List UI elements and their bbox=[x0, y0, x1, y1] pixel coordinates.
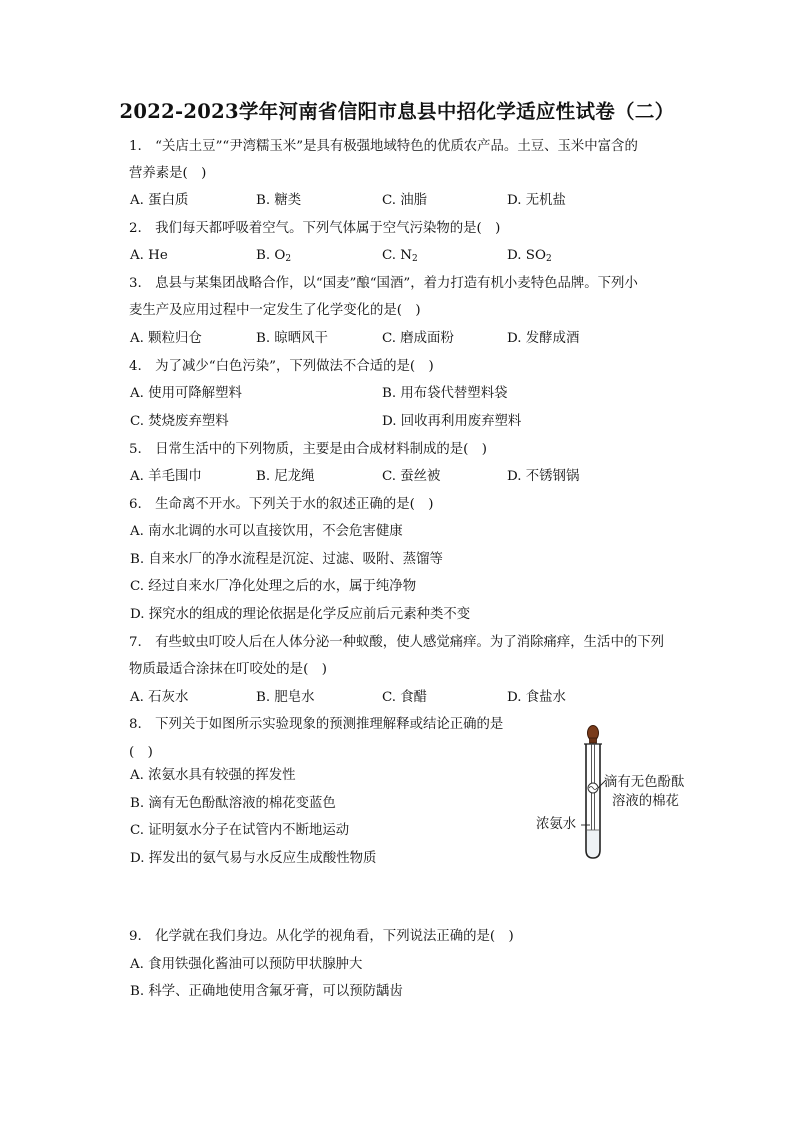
question-4-option-d: D. 回收再利用废弃塑料 bbox=[382, 414, 522, 429]
question-3-option-c: C. 磨成面粉 bbox=[382, 331, 454, 346]
question-2-option-b: B. $O_2$ bbox=[256, 248, 292, 264]
question-3-stem-line-2: 麦生产及应用过程中一定发生了化学变化的是( ) bbox=[129, 303, 421, 318]
question-7-option-d: D. 食盐水 bbox=[507, 690, 566, 705]
question-7-option-a: A. 石灰水 bbox=[130, 690, 189, 705]
question-5-option-c: C. 蚕丝被 bbox=[382, 469, 441, 484]
question-9-option-a: A. 食用铁强化酱油可以预防甲状腺肿大 bbox=[130, 957, 363, 972]
question-5-option-a: A. 羊毛围巾 bbox=[130, 469, 202, 484]
question-5-stem: 5. 日常生活中的下列物质，主要是由合成材料制成的是( ) bbox=[129, 442, 487, 457]
question-2-option-d: D. $SO_2$ bbox=[507, 248, 552, 264]
question-8-option-c: C. 证明氨水分子在试管内不断地运动 bbox=[130, 823, 350, 838]
question-5-option-b: B. 尼龙绳 bbox=[256, 469, 315, 484]
question-2-option-c: C. $N_2$ bbox=[382, 248, 418, 264]
question-6-option-a: A. 南水北调的水可以直接饮用，不会危害健康 bbox=[130, 524, 403, 539]
test-tube-diagram bbox=[530, 722, 700, 862]
question-6-option-d: D. 探究水的组成的理论依据是化学反应前后元素种类不变 bbox=[130, 607, 471, 622]
question-7-stem-line-2: 物质最适合涂抹在叮咬处的是( ) bbox=[129, 662, 327, 677]
question-1-option-c: C. 油脂 bbox=[382, 193, 428, 208]
question-1-stem-line-1: 1. “关店土豆”“尹湾糯玉米”是具有极强地域特色的优质农产品。土豆、玉米中富含的 bbox=[129, 139, 638, 154]
question-8-option-b: B. 滴有无色酚酞溶液的棉花变蓝色 bbox=[130, 796, 336, 811]
question-3-option-d: D. 发酵成酒 bbox=[507, 331, 580, 346]
bulb-collar bbox=[590, 738, 597, 743]
question-3-option-b: B. 晾晒风干 bbox=[256, 331, 328, 346]
question-6-option-c: C. 经过自来水厂净化处理之后的水，属于纯净物 bbox=[130, 579, 417, 594]
question-2-stem: 2. 我们每天都呼吸着空气。下列气体属于空气污染物的是( ) bbox=[129, 221, 501, 236]
question-4-stem: 4. 为了减少“白色污染”，下列做法不合适的是( ) bbox=[129, 359, 434, 374]
question-1-option-b: B. 糖类 bbox=[256, 193, 302, 208]
question-7-stem-line-1: 7. 有些蚊虫叮咬人后在人体分泌一种蚁酸，使人感觉痛痒。为了消除痛痒，生活中的下列 bbox=[129, 635, 665, 650]
question-8-stem-line-1: 8. 下列关于如图所示实验现象的预测推理解释或结论正确的是 bbox=[129, 717, 504, 732]
question-8-option-a: A. 浓氨水具有较强的挥发性 bbox=[130, 768, 296, 783]
test-tube-figure bbox=[530, 722, 700, 862]
question-7-option-c: C. 食醋 bbox=[382, 690, 428, 705]
exam-title: 2022-2023学年河南省信阳市息县中招化学适应性试卷（二） bbox=[119, 100, 675, 123]
question-9-stem: 9. 化学就在我们身边。从化学的视角看，下列说法正确的是( ) bbox=[129, 929, 514, 944]
question-4-option-a: A. 使用可降解塑料 bbox=[130, 386, 242, 401]
question-6-option-b: B. 自来水厂的净水流程是沉淀、过滤、吸附、蒸馏等 bbox=[130, 552, 443, 567]
question-5-option-d: D. 不锈钢锅 bbox=[507, 469, 580, 484]
question-8-stem-line-2: ( ) bbox=[129, 745, 153, 760]
question-4-option-b: B. 用布袋代替塑料袋 bbox=[382, 386, 508, 401]
ammonia-liquid bbox=[587, 830, 599, 857]
cotton-label-line-1: 滴有无色酚酞 bbox=[604, 775, 685, 790]
question-7-option-b: B. 肥皂水 bbox=[256, 690, 315, 705]
cotton-label-line-2: 溶液的棉花 bbox=[612, 794, 679, 809]
question-3-stem-line-1: 3. 息县与某集团战略合作，以“国麦”酿“国酒”，着力打造有机小麦特色品牌。下列小 bbox=[129, 276, 638, 291]
question-9-option-b: B. 科学、正确地使用含氟牙膏，可以预防龋齿 bbox=[130, 984, 403, 999]
question-3-option-a: A. 颗粒归仓 bbox=[130, 331, 202, 346]
question-2-option-a: A. He bbox=[130, 248, 168, 263]
question-8-option-d: D. 挥发出的氨气易与水反应生成酸性物质 bbox=[130, 851, 377, 866]
question-1-option-a: A. 蛋白质 bbox=[130, 193, 189, 208]
question-6-stem: 6. 生命离不开水。下列关于水的叙述正确的是( ) bbox=[129, 497, 434, 512]
question-1-stem-line-2: 营养素是( ) bbox=[129, 166, 207, 181]
ammonia-label: 浓氨水 bbox=[536, 817, 577, 832]
question-4-option-c: C. 焚烧废弃塑料 bbox=[130, 414, 229, 429]
question-1-option-d: D. 无机盐 bbox=[507, 193, 566, 208]
